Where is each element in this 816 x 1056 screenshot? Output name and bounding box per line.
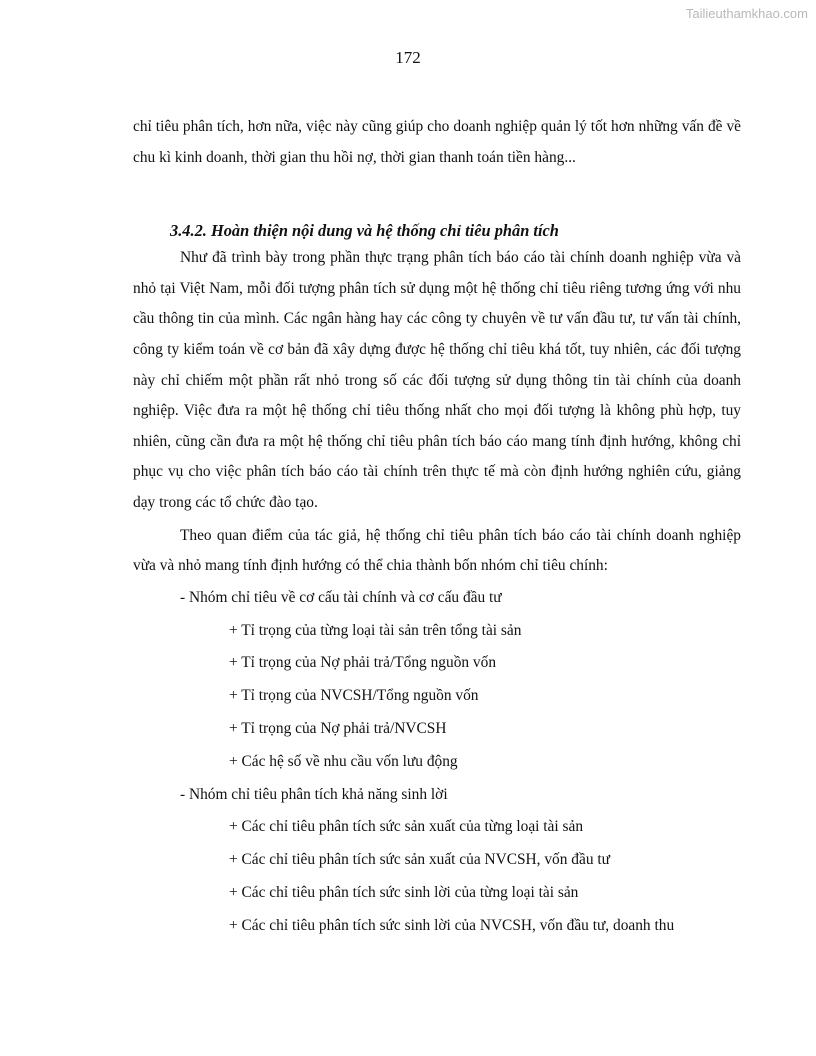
body-paragraph-2: Theo quan điểm của tác giả, hệ thống chỉ tiêu phân tích báo cáo tài chính doanh nghiệp vừa và nhỏ mang tính định hướng có thể chia thành bốn nhóm chỉ tiêu chính: — [133, 526, 741, 575]
page-body — [133, 112, 741, 942]
intro-paragraph: chỉ tiêu phân tích, hơn nữa, việc này cũng giúp cho doanh nghiệp quản lý tốt hơn những vấn đề về chu kì kinh doanh, thời gian thu hồi nợ, thời gian thanh toán tiền hàng... — [133, 118, 741, 166]
list-item: + Các chỉ tiêu phân tích sức sinh lời của từng loại tài sản — [229, 883, 579, 901]
list-item: + Các chỉ tiêu phân tích sức sản xuất của từng loại tài sản — [229, 818, 584, 836]
watermark: Tailieuthamkhao.com — [685, 6, 808, 21]
section-heading: 3.4.2. Hoàn thiện nội dung và hệ thống chỉ tiêu phân tích — [170, 221, 559, 241]
list-item: + Các chỉ tiêu phân tích sức sinh lời của NVCSH, vốn đầu tư, doanh thu — [229, 916, 675, 934]
page-number: 172 — [395, 48, 421, 67]
list-item: + Các chỉ tiêu phân tích sức sản xuất của NVCSH, vốn đầu tư — [229, 851, 610, 869]
list-item: + Tỉ trọng của NVCSH/Tổng nguồn vốn — [229, 687, 479, 705]
list-item: + Tỉ trọng của Nợ phải trả/NVCSH — [229, 719, 447, 737]
list-item: + Các hệ số về nhu cầu vốn lưu động — [229, 752, 458, 770]
list-item: + Tỉ trọng của Nợ phải trả/Tổng nguồn vốn — [229, 654, 497, 672]
group-title-2: - Nhóm chỉ tiêu phân tích khả năng sinh lời — [180, 785, 448, 803]
list-item: + Tỉ trọng của từng loại tài sản trên tổng tài sản — [229, 621, 522, 639]
body-paragraph-1: Như đã trình bày trong phần thực trạng phân tích báo cáo tài chính doanh nghiệp vừa và nhỏ tại Việt Nam, mỗi đối tượng phân tích sử dụng một hệ thống chỉ tiêu riêng tương ứng với nhu cầu thông tin của mình. Các ngân hàng hay các công ty chuyên về tư vấn đầu tư, tư vấn tài chính, công ty kiểm toán về cơ bản đã xây dựng được hệ thống chỉ tiêu khá tốt, tuy nhiên, các đối tượng này chỉ chiếm một phần rất nhỏ trong số các đối tượng sử dụng thông tin tài chính của doanh nghiệp. Việc đưa ra một hệ thống chỉ tiêu thống nhất cho mọi đối tượng là không phù hợp, tuy nhiên, cũng cần đưa ra một hệ thống chỉ tiêu phân tích báo cáo mang tính định hướng, không chỉ phục vụ cho việc phân tích báo cáo tài chính trên thực tế mà còn định hướng nghiên cứu, giảng dạy trong các tổ chức đào tạo. — [133, 249, 741, 511]
group-title-1: - Nhóm chỉ tiêu về cơ cấu tài chính và cơ cấu đầu tư — [180, 588, 502, 606]
